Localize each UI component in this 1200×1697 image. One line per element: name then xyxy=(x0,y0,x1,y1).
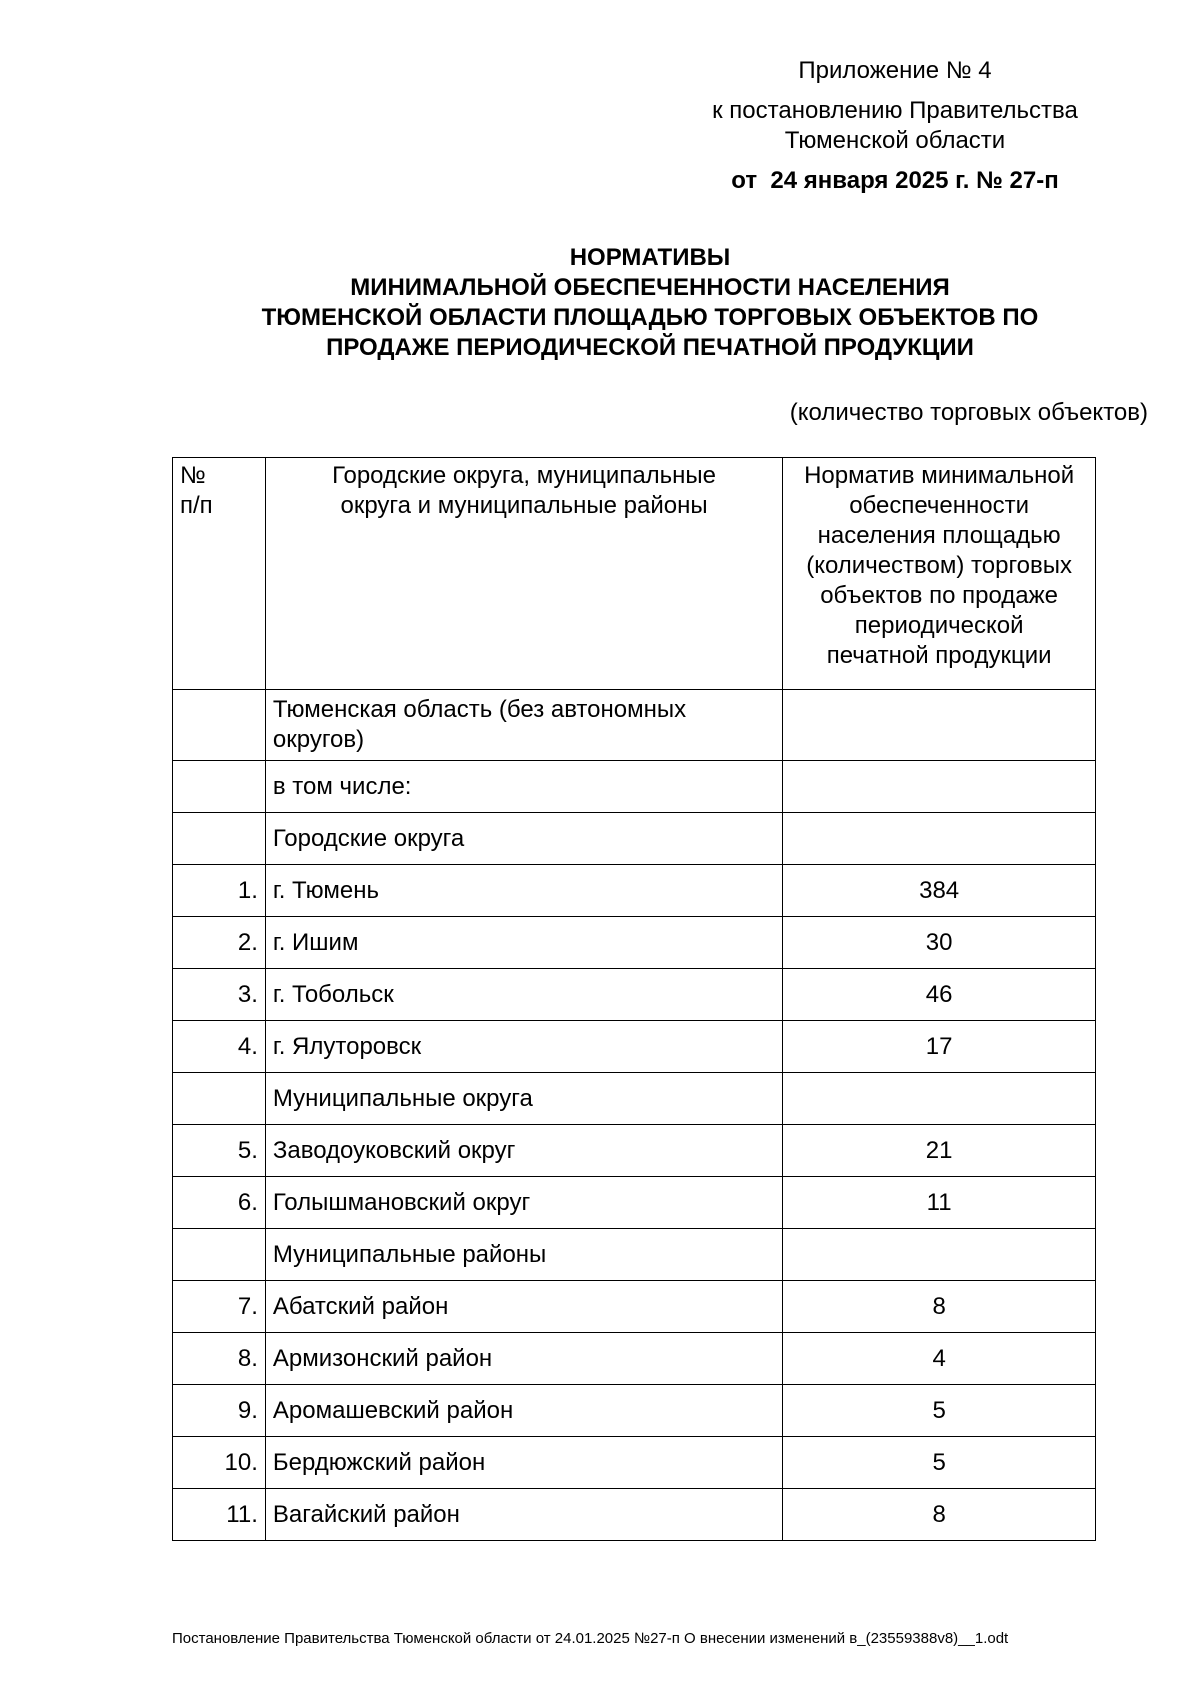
table-row xyxy=(173,1333,1096,1385)
table-row xyxy=(173,1229,1096,1281)
row-territory: Городские округа xyxy=(265,813,782,865)
row-territory: Аромашевский район xyxy=(265,1385,782,1437)
row-norm-value xyxy=(783,1229,1096,1281)
table-row xyxy=(173,1489,1096,1541)
row-number xyxy=(173,761,266,813)
header-number-line: № xyxy=(180,462,206,489)
table-row xyxy=(173,1125,1096,1177)
table-row xyxy=(173,917,1096,969)
table-body xyxy=(173,690,1096,1541)
header-norm xyxy=(783,458,1096,690)
header-norm-line: (количеством) торговых xyxy=(806,552,1073,579)
row-territory: Тюменская область (без автономных округов) xyxy=(265,690,782,761)
row-number xyxy=(173,813,266,865)
row-number: 8. xyxy=(173,1333,266,1385)
table-row xyxy=(173,761,1096,813)
row-territory: г. Тобольск xyxy=(265,969,782,1021)
header-norm-line: периодической xyxy=(854,612,1024,639)
row-number xyxy=(173,690,266,761)
table-row xyxy=(173,690,1096,761)
header-number-line: п/п xyxy=(180,492,213,519)
header-number xyxy=(173,458,266,690)
table-row xyxy=(173,1073,1096,1125)
header-territory-line: Городские округа, муниципальные xyxy=(332,462,717,489)
table-row xyxy=(173,1177,1096,1229)
row-norm-value: 8 xyxy=(783,1489,1096,1541)
table-row xyxy=(173,1021,1096,1073)
title-line-1: НОРМАТИВЫ xyxy=(569,244,731,271)
table-row xyxy=(173,813,1096,865)
row-number: 6. xyxy=(173,1177,266,1229)
row-norm-value xyxy=(783,1073,1096,1125)
title-line-2: МИНИМАЛЬНОЙ ОБЕСПЕЧЕННОСТИ НАСЕЛЕНИЯ xyxy=(350,274,950,301)
row-norm-value: 4 xyxy=(783,1333,1096,1385)
row-number: 2. xyxy=(173,917,266,969)
row-number: 7. xyxy=(173,1281,266,1333)
row-norm-value: 384 xyxy=(783,865,1096,917)
row-norm-value: 11 xyxy=(783,1177,1096,1229)
row-territory: Муниципальные округа xyxy=(265,1073,782,1125)
row-territory: Армизонский район xyxy=(265,1333,782,1385)
row-norm-value: 17 xyxy=(783,1021,1096,1073)
row-territory: г. Тюмень xyxy=(265,865,782,917)
row-norm-value: 8 xyxy=(783,1281,1096,1333)
appendix-header xyxy=(660,56,1130,196)
table-row xyxy=(173,1437,1096,1489)
header-norm-line: обеспеченности xyxy=(849,492,1030,519)
header-norm-line: населения площадью xyxy=(817,522,1061,549)
row-norm-value: 5 xyxy=(783,1437,1096,1489)
table-row xyxy=(173,1281,1096,1333)
row-number: 11. xyxy=(173,1489,266,1541)
table-row xyxy=(173,865,1096,917)
row-territory: Вагайский район xyxy=(265,1489,782,1541)
row-norm-value: 46 xyxy=(783,969,1096,1021)
file-footer: Постановление Правительства Тюменской области от 24.01.2025 №27-п О внесении изменений в_(23559388v8)__1.odt xyxy=(172,1630,1009,1647)
row-number: 1. xyxy=(173,865,266,917)
row-norm-value: 5 xyxy=(783,1385,1096,1437)
row-territory: Муниципальные районы xyxy=(265,1229,782,1281)
row-number: 10. xyxy=(173,1437,266,1489)
row-norm-value xyxy=(783,690,1096,761)
row-number xyxy=(173,1229,266,1281)
row-territory: Абатский район xyxy=(265,1281,782,1333)
appendix-ref-line2: Тюменской области xyxy=(784,127,1006,154)
row-territory: Заводоуковский округ xyxy=(265,1125,782,1177)
units-note: (количество торговых объектов) xyxy=(789,399,1148,426)
row-territory: г. Ишим xyxy=(265,917,782,969)
header-territory xyxy=(265,458,782,690)
title-line-4: ПРОДАЖЕ ПЕРИОДИЧЕСКОЙ ПЕЧАТНОЙ ПРОДУКЦИИ xyxy=(326,334,974,361)
row-number: 9. xyxy=(173,1385,266,1437)
table-row xyxy=(173,969,1096,1021)
row-norm-value: 21 xyxy=(783,1125,1096,1177)
row-number: 3. xyxy=(173,969,266,1021)
appendix-ref-line1: к постановлению Правительства xyxy=(712,97,1078,124)
row-number xyxy=(173,1073,266,1125)
row-territory: Бердюжский район xyxy=(265,1437,782,1489)
row-number: 4. xyxy=(173,1021,266,1073)
row-territory: г. Ялуторовск xyxy=(265,1021,782,1073)
title-line-3: ТЮМЕНСКОЙ ОБЛАСТИ ПЛОЩАДЬЮ ТОРГОВЫХ ОБЪЕКТОВ ПО xyxy=(261,304,1039,331)
row-territory: в том числе: xyxy=(265,761,782,813)
row-norm-value: 30 xyxy=(783,917,1096,969)
row-norm-value xyxy=(783,813,1096,865)
row-territory: Голышмановский округ xyxy=(265,1177,782,1229)
document-title xyxy=(170,243,1130,363)
row-number: 5. xyxy=(173,1125,266,1177)
appendix-number: Приложение № 4 xyxy=(798,57,992,84)
table-header-row xyxy=(173,458,1096,690)
row-norm-value xyxy=(783,761,1096,813)
table-row xyxy=(173,1385,1096,1437)
norms-table xyxy=(172,457,1096,1541)
resolution-date: от 24 января 2025 г. № 27-п xyxy=(731,167,1059,194)
header-territory-line: округа и муниципальные районы xyxy=(340,492,708,519)
header-norm-line: Норматив минимальной xyxy=(804,462,1075,489)
header-norm-line: объектов по продаже xyxy=(820,582,1059,609)
header-norm-line: печатной продукции xyxy=(826,642,1052,669)
